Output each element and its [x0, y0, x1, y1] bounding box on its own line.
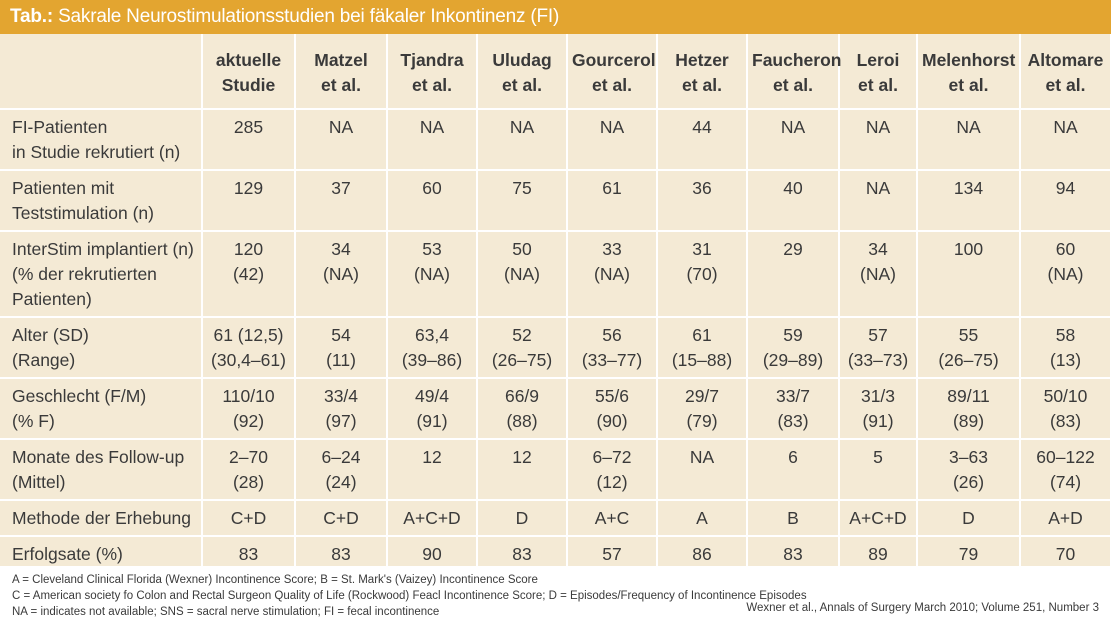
table-cell — [1020, 170, 1111, 231]
row-label — [0, 378, 202, 439]
table-cell — [917, 170, 1020, 231]
cell-value: 33 (NA) — [594, 239, 630, 284]
studies-table — [0, 34, 1111, 573]
row-label-text: InterStim implantiert (n) (% der rekrutierten Patienten) — [12, 239, 194, 309]
row-label — [0, 500, 202, 536]
cell-value: NA — [865, 117, 891, 137]
cell-value: 6 — [788, 447, 798, 467]
cell-value: 50 (NA) — [504, 239, 540, 284]
table-row — [0, 170, 1111, 231]
row-label-text: Geschlecht (F/M) (% F) — [12, 386, 147, 431]
table-cell — [477, 109, 567, 170]
column-header-label: Tjandra et al. — [400, 50, 464, 95]
table-cell — [202, 170, 295, 231]
table-cell — [295, 317, 387, 378]
table-cell — [839, 170, 917, 231]
cell-value: 54 (11) — [326, 325, 356, 370]
cell-value: 60–122 (74) — [1036, 447, 1095, 492]
table-cell — [567, 317, 657, 378]
table-cell — [917, 231, 1020, 317]
table-cell — [295, 231, 387, 317]
table-cell — [202, 109, 295, 170]
table-cell — [839, 500, 917, 536]
cell-value: 33/7 (83) — [775, 386, 811, 431]
cell-value: NA — [865, 178, 891, 198]
cell-value: 55/6 (90) — [594, 386, 630, 431]
cell-value: A+C+D — [403, 508, 461, 528]
cell-value: NA — [328, 117, 354, 137]
cell-value: 129 — [233, 178, 264, 198]
cell-value: 89/11 (89) — [947, 386, 990, 431]
table-cell — [295, 439, 387, 500]
table-cell — [477, 317, 567, 378]
cell-value: 6–72 (12) — [592, 447, 632, 492]
row-label — [0, 439, 202, 500]
row-label-text: Erfolgsate (%) — [12, 544, 123, 564]
cell-value: 2–70 (28) — [229, 447, 268, 492]
cell-value: NA — [509, 117, 535, 137]
column-header — [917, 34, 1020, 109]
cell-value: 52 (26–75) — [491, 325, 553, 370]
table-cell — [387, 317, 477, 378]
table-cell — [387, 231, 477, 317]
cell-value: NA — [956, 117, 981, 137]
table-cell — [747, 170, 839, 231]
cell-value: 49/4 (91) — [414, 386, 450, 431]
table-cell — [387, 109, 477, 170]
table-row — [0, 378, 1111, 439]
table-cell — [657, 317, 747, 378]
header-row — [0, 34, 1111, 109]
cell-value: 31/3 (91) — [860, 386, 896, 431]
table-cell — [747, 500, 839, 536]
table-footer — [0, 566, 1111, 622]
cell-value: 58 (13) — [1049, 325, 1082, 370]
cell-value: 37 — [331, 178, 351, 198]
cell-value: 66/9 (88) — [504, 386, 540, 431]
row-label-text: Methode der Erhebung — [12, 508, 192, 528]
cell-value: 110/10 (92) — [222, 386, 275, 431]
table-cell — [1020, 317, 1111, 378]
table-title-bar — [0, 0, 1111, 34]
column-header — [202, 34, 295, 109]
column-header — [387, 34, 477, 109]
table-cell — [839, 109, 917, 170]
table-row — [0, 317, 1111, 378]
cell-value: 285 — [233, 117, 264, 137]
cell-value: B — [787, 508, 799, 528]
table-cell — [1020, 500, 1111, 536]
column-header — [657, 34, 747, 109]
table-cell — [1020, 439, 1111, 500]
cell-value: 90 — [422, 544, 442, 564]
table-row — [0, 231, 1111, 317]
cell-value: 63,4 (39–86) — [401, 325, 463, 370]
table-title-prefix: Tab.: — [10, 6, 53, 27]
cell-value: 89 — [868, 544, 888, 564]
column-header-label: Uludag et al. — [492, 50, 552, 95]
cell-value: 60 (NA) — [1047, 239, 1084, 284]
table-cell — [917, 500, 1020, 536]
cell-value: 59 (29–89) — [762, 325, 824, 370]
source-citation: Wexner et al., Annals of Surgery March 2010; Volume 251, Number 3 — [746, 602, 1099, 614]
cell-value: NA — [780, 117, 806, 137]
cell-value: 83 — [783, 544, 803, 564]
cell-value: 33/4 (97) — [323, 386, 359, 431]
cell-value: 83 — [238, 544, 259, 564]
table-cell — [387, 439, 477, 500]
cell-value: 134 — [953, 178, 984, 198]
cell-value: 36 — [692, 178, 712, 198]
table-cell — [657, 231, 747, 317]
cell-value: NA — [599, 117, 625, 137]
cell-value: 40 — [783, 178, 803, 198]
table-cell — [202, 317, 295, 378]
cell-value: 70 — [1055, 544, 1076, 564]
row-label — [0, 231, 202, 317]
cell-value: D — [962, 508, 975, 528]
table-cell — [1020, 378, 1111, 439]
column-header — [1020, 34, 1111, 109]
cell-value: 86 — [692, 544, 712, 564]
cell-value: A — [696, 508, 708, 528]
table-cell — [477, 439, 567, 500]
cell-value: 100 — [953, 239, 984, 259]
column-header — [295, 34, 387, 109]
table-row — [0, 439, 1111, 500]
table-cell — [202, 231, 295, 317]
cell-value: C+D — [230, 508, 267, 528]
table-cell — [747, 231, 839, 317]
column-header — [567, 34, 657, 109]
table-cell — [387, 378, 477, 439]
cell-value: 29 — [783, 239, 803, 259]
table-cell — [567, 109, 657, 170]
cell-value: 50/10 (83) — [1043, 386, 1088, 431]
table-cell — [839, 317, 917, 378]
cell-value: 83 — [512, 544, 532, 564]
table-cell — [747, 439, 839, 500]
cell-value: 94 — [1055, 178, 1076, 198]
cell-value: 61 (12,5) (30,4–61) — [211, 325, 286, 370]
cell-value: C+D — [323, 508, 359, 528]
cell-value: 3–63 (26) — [949, 447, 988, 492]
table-cell — [295, 500, 387, 536]
row-label-text: Patienten mit Teststimulation (n) — [12, 178, 154, 223]
table-cell — [657, 378, 747, 439]
table-cell — [567, 170, 657, 231]
table-cell — [477, 170, 567, 231]
table-cell — [477, 378, 567, 439]
cell-value: 61 — [602, 178, 622, 198]
table-cell — [657, 109, 747, 170]
row-label — [0, 109, 202, 170]
column-header-label: Hetzer et al. — [675, 50, 729, 95]
cell-value: 34 (NA) — [860, 239, 896, 284]
cell-value: 34 (NA) — [323, 239, 359, 284]
row-label — [0, 170, 202, 231]
column-header-label: Melenhorst et al. — [922, 50, 1016, 95]
table-cell — [567, 439, 657, 500]
table-cell — [839, 439, 917, 500]
column-header-label: Faucheron et al. — [752, 50, 842, 95]
table-cell — [1020, 109, 1111, 170]
cell-value: NA — [1053, 117, 1078, 137]
cell-value: 29/7 (79) — [684, 386, 720, 431]
table-title: Sakrale Neurostimulationsstudien bei fäkaler Inkontinenz (FI) — [58, 6, 560, 27]
table-cell — [747, 109, 839, 170]
table-cell — [917, 439, 1020, 500]
cell-value: 5 — [873, 447, 883, 467]
table-cell — [295, 378, 387, 439]
cell-value: D — [515, 508, 529, 528]
cell-value: 79 — [958, 544, 979, 564]
footnote-line: C = American society fo Colon and Rectal Surgeon Quality of Life (Rockwood) Feacl Incontinence Score; D = Episodes/Frequency of Incontinence Episodes — [12, 590, 807, 602]
header-corner — [0, 34, 202, 109]
cell-value: 56 (33–77) — [581, 325, 643, 370]
table-cell — [747, 378, 839, 439]
cell-value: 120 (42) — [232, 239, 265, 284]
cell-value: A+C — [594, 508, 630, 528]
cell-value: 57 — [602, 544, 622, 564]
table-cell — [839, 378, 917, 439]
cell-value: 83 — [331, 544, 351, 564]
table-row — [0, 109, 1111, 170]
cell-value: A+D — [1048, 508, 1083, 528]
cell-value: 57 (33–73) — [847, 325, 909, 370]
cell-value: 12 — [422, 447, 442, 467]
table-cell — [657, 170, 747, 231]
cell-value: 61 (15–88) — [671, 325, 733, 370]
column-header — [747, 34, 842, 109]
cell-value: 12 — [512, 447, 532, 467]
row-label-text: Monate des Follow-up (Mittel) — [12, 447, 185, 492]
column-header — [839, 34, 917, 109]
column-header-label: Matzel et al. — [314, 50, 368, 95]
cell-value: 31 (70) — [686, 239, 718, 284]
cell-value: 44 — [692, 117, 712, 137]
table-cell — [295, 170, 387, 231]
cell-value: 55 (26–75) — [938, 325, 999, 370]
table-cell — [202, 378, 295, 439]
cell-value: A+C+D — [849, 508, 907, 528]
table-cell — [839, 231, 917, 317]
table-cell — [1020, 231, 1111, 317]
cell-value: 60 — [422, 178, 442, 198]
table-cell — [202, 500, 295, 536]
cell-value: NA — [419, 117, 445, 137]
table-cell — [747, 317, 839, 378]
row-label — [0, 317, 202, 378]
table-cell — [295, 109, 387, 170]
column-header-label: aktuelle Studie — [215, 50, 282, 95]
column-header — [477, 34, 567, 109]
column-header-label: Altomare et al. — [1027, 50, 1104, 95]
table-cell — [917, 378, 1020, 439]
row-label-text: FI-Patienten in Studie rekrutiert (n) — [12, 117, 181, 162]
table-cell — [657, 500, 747, 536]
table-cell — [387, 170, 477, 231]
table-cell — [387, 500, 477, 536]
cell-value: 53 (NA) — [414, 239, 450, 284]
table-cell — [567, 500, 657, 536]
table-row — [0, 500, 1111, 536]
cell-value: 6–24 (24) — [321, 447, 361, 492]
cell-value: 75 — [512, 178, 532, 198]
table-cell — [917, 317, 1020, 378]
row-label-text: Alter (SD) (Range) — [12, 325, 89, 370]
table-cell — [202, 439, 295, 500]
table-cell — [657, 439, 747, 500]
footnote-legend — [12, 572, 807, 620]
table-cell — [917, 109, 1020, 170]
table-cell — [567, 231, 657, 317]
footnote-line: A = Cleveland Clinical Florida (Wexner) Incontinence Score; B = St. Mark's (Vaizey) Incontinence Score — [12, 574, 538, 586]
column-header-label: Gourcerol et al. — [572, 50, 656, 95]
table-cell — [477, 231, 567, 317]
cell-value: NA — [689, 447, 715, 467]
table-cell — [477, 500, 567, 536]
table-cell — [567, 378, 657, 439]
footnote-line: NA = indicates not available; SNS = sacral nerve stimulation; FI = fecal incontinence — [12, 606, 440, 618]
column-header-label: Leroi et al. — [856, 50, 900, 95]
